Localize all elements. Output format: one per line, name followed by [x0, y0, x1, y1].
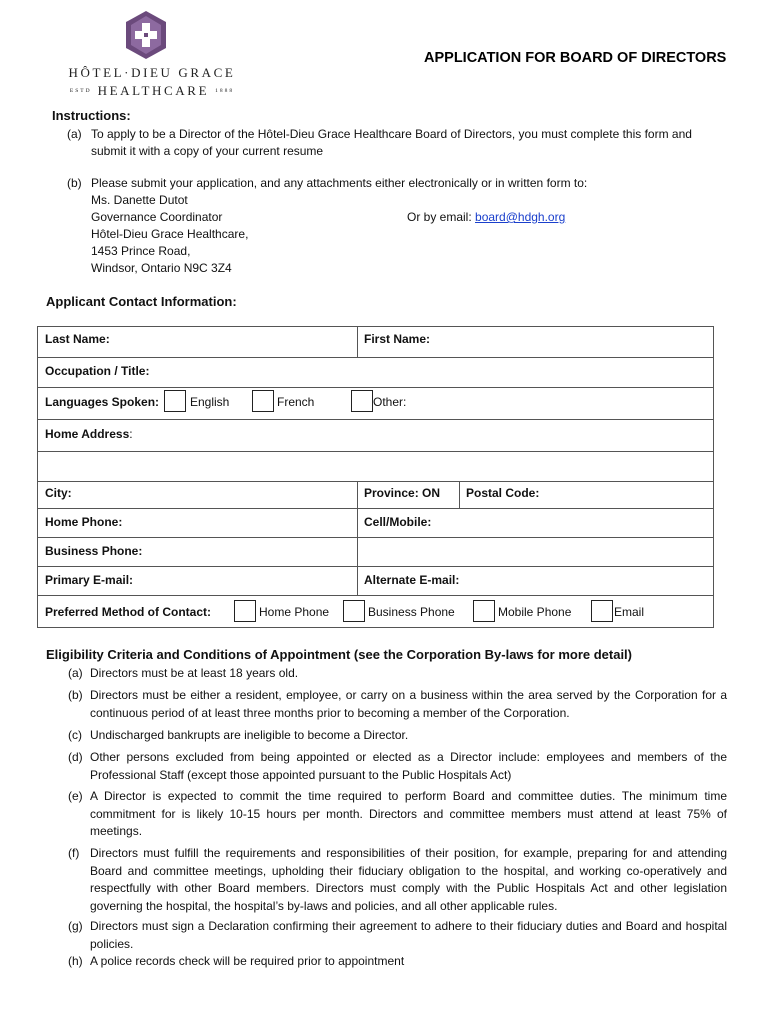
email-link[interactable]: board@hdgh.org — [475, 210, 566, 224]
instruction-b-label: (b) — [67, 176, 82, 190]
row-divider — [38, 508, 713, 509]
preferred-contact-label: Preferred Method of Contact: — [45, 605, 212, 619]
eligibility-item-label: (g) — [68, 919, 83, 933]
address-line-street: 1453 Prince Road, — [91, 244, 191, 258]
eligibility-item-text: A police records check will be required prior to appointment — [90, 954, 405, 968]
home-address-text: Home Address — [45, 427, 130, 441]
hdgh-logo — [52, 10, 252, 100]
col-divider — [459, 481, 460, 508]
col-divider — [357, 481, 358, 595]
business-phone-label: Business Phone: — [45, 544, 143, 558]
instruction-b-text: Please submit your application, and any attachments either electronically or in written form to: — [91, 176, 588, 190]
instruction-a-text: To apply to be a Director of the Hôtel-Dieu Grace Healthcare Board of Directors, you must complete this form and submit it with a copy of your current resume — [91, 127, 692, 158]
email-line — [407, 209, 565, 226]
eligibility-item-label: (e) — [68, 789, 83, 803]
eligibility-item-label: (f) — [68, 846, 80, 860]
business-phone-option-label: Business Phone — [368, 605, 455, 619]
home-address-label — [45, 427, 133, 441]
eligibility-item — [68, 749, 727, 784]
email-option-label: Email — [614, 605, 645, 619]
address-line-city: Windsor, Ontario N9C 3Z4 — [91, 261, 232, 275]
other-language-checkbox[interactable] — [351, 390, 373, 412]
alternate-email-label: Alternate E-mail: — [364, 573, 460, 587]
row-divider — [38, 537, 713, 538]
home-phone-checkbox[interactable] — [234, 600, 256, 622]
province-label: Province: ON — [364, 486, 441, 500]
address-line-name: Ms. Danette Dutot — [91, 193, 188, 207]
eligibility-item-text: Directors must sign a Declaration confirming their agreement to adhere to their fiduciary duties and Board and hospital policies. — [90, 919, 727, 951]
business-phone-checkbox[interactable] — [343, 600, 365, 622]
mobile-phone-checkbox[interactable] — [473, 600, 495, 622]
eligibility-heading: Eligibility Criteria and Conditions of Appointment (see the Corporation By-laws for more detail) — [46, 647, 633, 662]
eligibility-item-text: Directors must be either a resident, employee, or carry on a business within the area served by the Corporation for a continuous period of at least three months prior to becoming a member of the Corporation. — [90, 688, 727, 720]
logo-healthcare: HEALTHCARE — [97, 83, 210, 98]
row-divider — [38, 566, 713, 567]
city-label: City: — [45, 486, 72, 500]
eligibility-item — [68, 665, 727, 683]
english-option-label: English — [190, 395, 230, 409]
cell-mobile-label: Cell/Mobile: — [364, 515, 432, 529]
contact-heading: Applicant Contact Information: — [46, 294, 237, 309]
address-line-title: Governance Coordinator — [91, 210, 223, 224]
row-divider — [38, 481, 713, 482]
eligibility-item — [68, 788, 727, 841]
logo-name: HÔTEL·DIEU GRACE — [68, 65, 236, 80]
hospital-cross-logo-icon — [124, 10, 168, 60]
french-checkbox[interactable] — [252, 390, 274, 412]
eligibility-item-text: Directors must fulfill the requirements and responsibilities of their position, for example, preparing for and attending Board and committee meetings, upholding their fiduciary obligation to the hospital, and working co-operatively and respectfully with other Board members. Directors must comply with the Public Hospitals Act and other legislation governing the hospital, the hospital’s by-laws and policies, and all other applicable rules. — [90, 846, 727, 913]
row-divider — [38, 451, 713, 452]
email-checkbox[interactable] — [591, 600, 613, 622]
eligibility-item-text: Undischarged bankrupts are ineligible to become a Director. — [90, 728, 409, 742]
last-name-label: Last Name: — [45, 332, 110, 346]
eligibility-item-text: Directors must be at least 18 years old. — [90, 666, 299, 680]
row-divider — [38, 357, 713, 358]
col-divider — [357, 327, 358, 357]
eligibility-item-label: (b) — [68, 688, 83, 702]
eligibility-item — [68, 918, 727, 953]
logo-subtitle — [52, 83, 252, 99]
occupation-label: Occupation / Title: — [45, 364, 150, 378]
eligibility-item-label: (d) — [68, 750, 83, 764]
eligibility-item-label: (h) — [68, 954, 83, 968]
document-title: APPLICATION FOR BOARD OF DIRECTORS — [424, 50, 727, 66]
contact-form-table — [37, 326, 714, 628]
email-prefix: Or by email: — [407, 210, 476, 224]
eligibility-item — [68, 727, 727, 745]
instruction-a-label: (a) — [67, 127, 82, 141]
instruction-b — [67, 175, 727, 192]
home-phone-option-label: Home Phone — [259, 605, 330, 619]
logo-year: 1888 — [215, 88, 235, 94]
mobile-phone-option-label: Mobile Phone — [498, 605, 572, 619]
eligibility-item — [68, 845, 727, 915]
eligibility-item-label: (a) — [68, 666, 83, 680]
languages-label: Languages Spoken: — [45, 395, 160, 409]
eligibility-item — [68, 687, 727, 722]
first-name-label: First Name: — [364, 332, 431, 346]
instruction-a — [67, 126, 727, 160]
logo-estd: ESTD — [69, 88, 92, 94]
row-divider — [38, 387, 713, 388]
eligibility-item-text: A Director is expected to commit the time required to perform Board and committee duties. The minimum time commitment for is likely 10-15 hours per month. Directors and committee members must attend at least 75% of meetings. — [90, 789, 727, 838]
eligibility-item-text: Other persons excluded from being appointed or elected as a Director include: employees and members of the Professional Staff (except those appointed pursuant to the Public Hospitals Act) — [90, 750, 727, 782]
row-divider — [38, 419, 713, 420]
other-option-label: Other: — [373, 395, 407, 409]
postal-code-label: Postal Code: — [466, 486, 540, 500]
address-line-org: Hôtel-Dieu Grace Healthcare, — [91, 227, 249, 241]
instructions-heading: Instructions: — [52, 108, 131, 123]
home-phone-label: Home Phone: — [45, 515, 123, 529]
home-address-colon: : — [129, 427, 133, 441]
primary-email-label: Primary E-mail: — [45, 573, 134, 587]
eligibility-item-label: (c) — [68, 728, 82, 742]
eligibility-item — [68, 953, 727, 971]
row-divider — [38, 595, 713, 596]
french-option-label: French — [277, 395, 315, 409]
english-checkbox[interactable] — [164, 390, 186, 412]
